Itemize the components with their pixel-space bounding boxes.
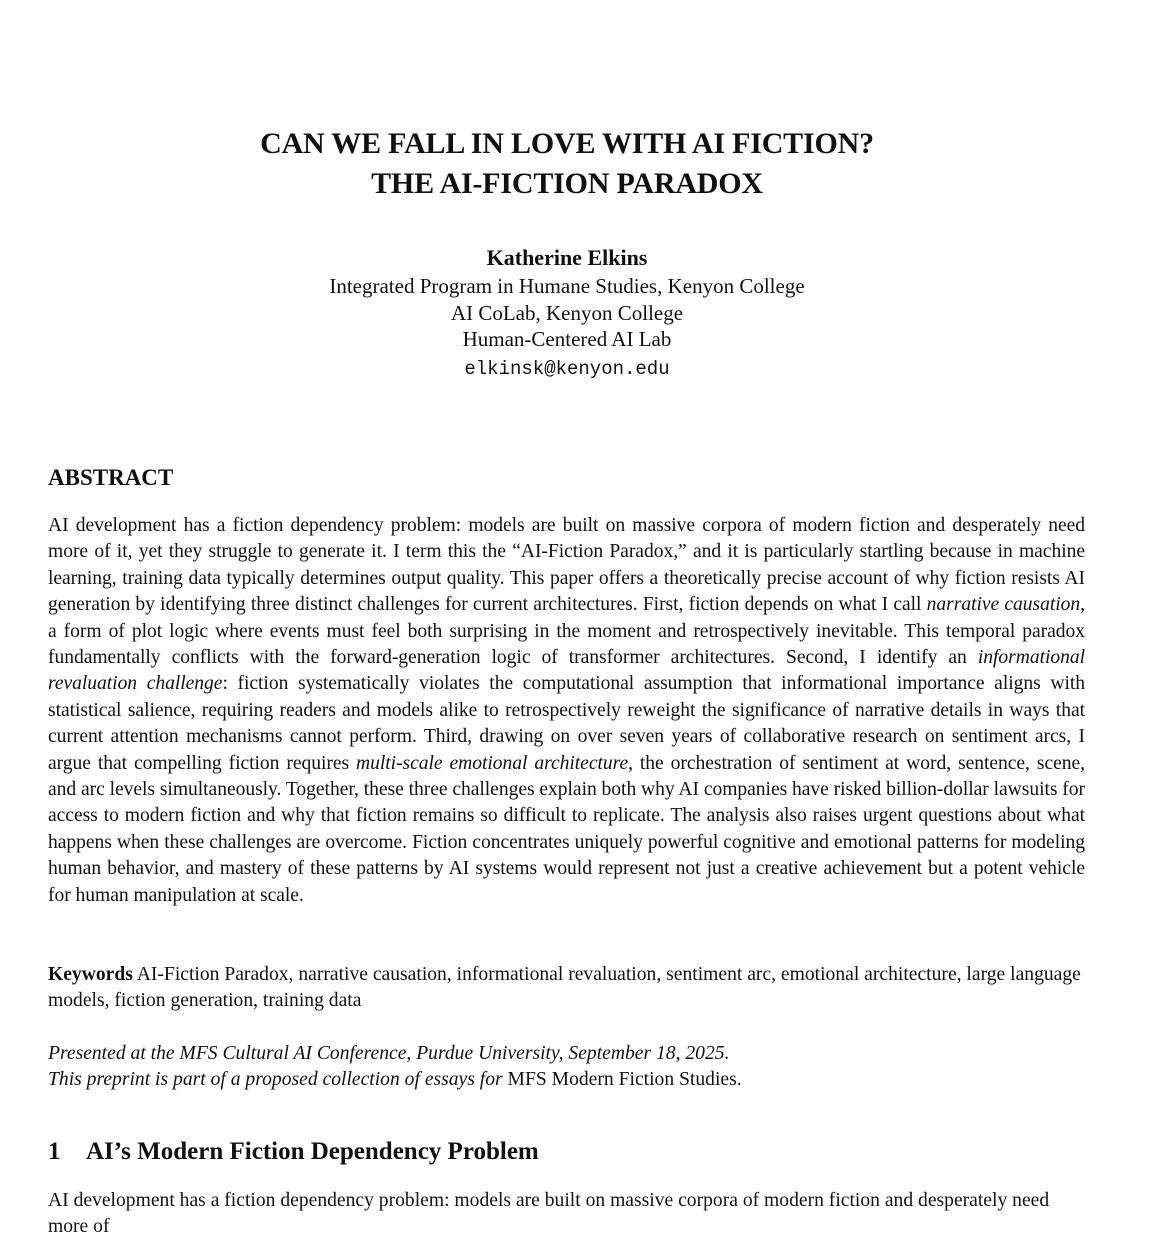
abstract-emphasis-2: informational revaluation challenge [48,647,1085,695]
affiliation-3: Human-Centered AI Lab [462,327,672,351]
abstract-body [48,513,1085,909]
section-number: 1 [48,1138,61,1165]
author-block [0,243,1134,385]
title-line-1: CAN WE FALL IN LOVE WITH AI FICTION? [260,127,874,160]
affiliation-2: AI CoLab, Kenyon College [450,300,684,325]
keywords [48,962,1088,1015]
section-heading [48,1136,539,1168]
abstract-text-4: , the orchestration of sentiment at word, sentence, scene, and arc levels simultaneously. Together, these three challenges explain both why AI companies have risked billion-dollar lawsuits for access to modern fiction and why that fiction remains so difficult to replicate. The analysis also raises urgent questions about what happens when these challenges are overcome. Fiction concentrates uniquely powerful cognitive and emotional patterns for modeling human behavior, and mastery of these patterns by AI systems would represent not just a creative achievement but a potent vehicle for human manipulation at scale. [48,752,1085,906]
abstract-text-2: , a form of plot logic where events must feel both surprising in the moment and retrospectively inevitable. This temporal paradox fundamentally conflicts with the forward-generation logic of transformer architectures. Second, I identify an [48,594,1085,669]
abstract-emphasis-3: multi-scale emotional architecture [356,752,629,774]
title-line-2: THE AI-FICTION PARADOX [371,167,763,200]
presentation-note [48,1041,1088,1094]
author-email: elkinsk@kenyon.edu [464,357,670,380]
abstract-text-1: AI development has a fiction dependency problem: models are built on massive corpora of modern fiction and desperately need more of it, yet they struggle to generate it. I term this the “AI-Fiction Paradox,” and it is particularly startling because in machine learning, training data typically determines output quality. This paper offers a theoretically precise account of why fiction resists AI generation by identifying three distinct challenges for current architectures. First, fiction depends on what I call [48,515,1085,616]
abstract-emphasis-1: narrative causation [926,594,1081,616]
section-body-cutoff [48,1190,1085,1238]
presented-line-2-journal: MFS Modern Fiction Studies. [502,1069,742,1091]
keywords-label: Keywords [48,964,133,985]
abstract-text-3: : fiction systematically violates the computational assumption that informational importance aligns with statistical salience, requiring readers and models alike to retrospectively reweight the significance of narrative details in ways that current attention mechanisms cannot perform. Third, drawing on over seven years of collaborative research on sentiment arcs, I argue that compelling fiction requires [48,673,1085,774]
presented-line-2-italic: This preprint is part of a proposed collection of essays for [48,1069,503,1091]
affiliation-1: Integrated Program in Humane Studies, Kenyon College [329,274,805,298]
keywords-text: AI-Fiction Paradox, narrative causation, informational revaluation, sentiment arc, emotional architecture, large language models, fiction generation, training data [48,964,1081,1012]
presented-line-1: Presented at the MFS Cultural AI Conference, Purdue University, September 18, 2025. [48,1043,730,1064]
abstract-heading: ABSTRACT [48,465,174,490]
section-title: AI’s Modern Fiction Dependency Problem [86,1138,539,1165]
section-body-first-line: AI development has a fiction dependency problem: models are built on massive corpora of modern fiction and desperately need more of [48,1190,1050,1238]
author-name: Katherine Elkins [486,245,648,270]
paper-title [0,124,1134,204]
